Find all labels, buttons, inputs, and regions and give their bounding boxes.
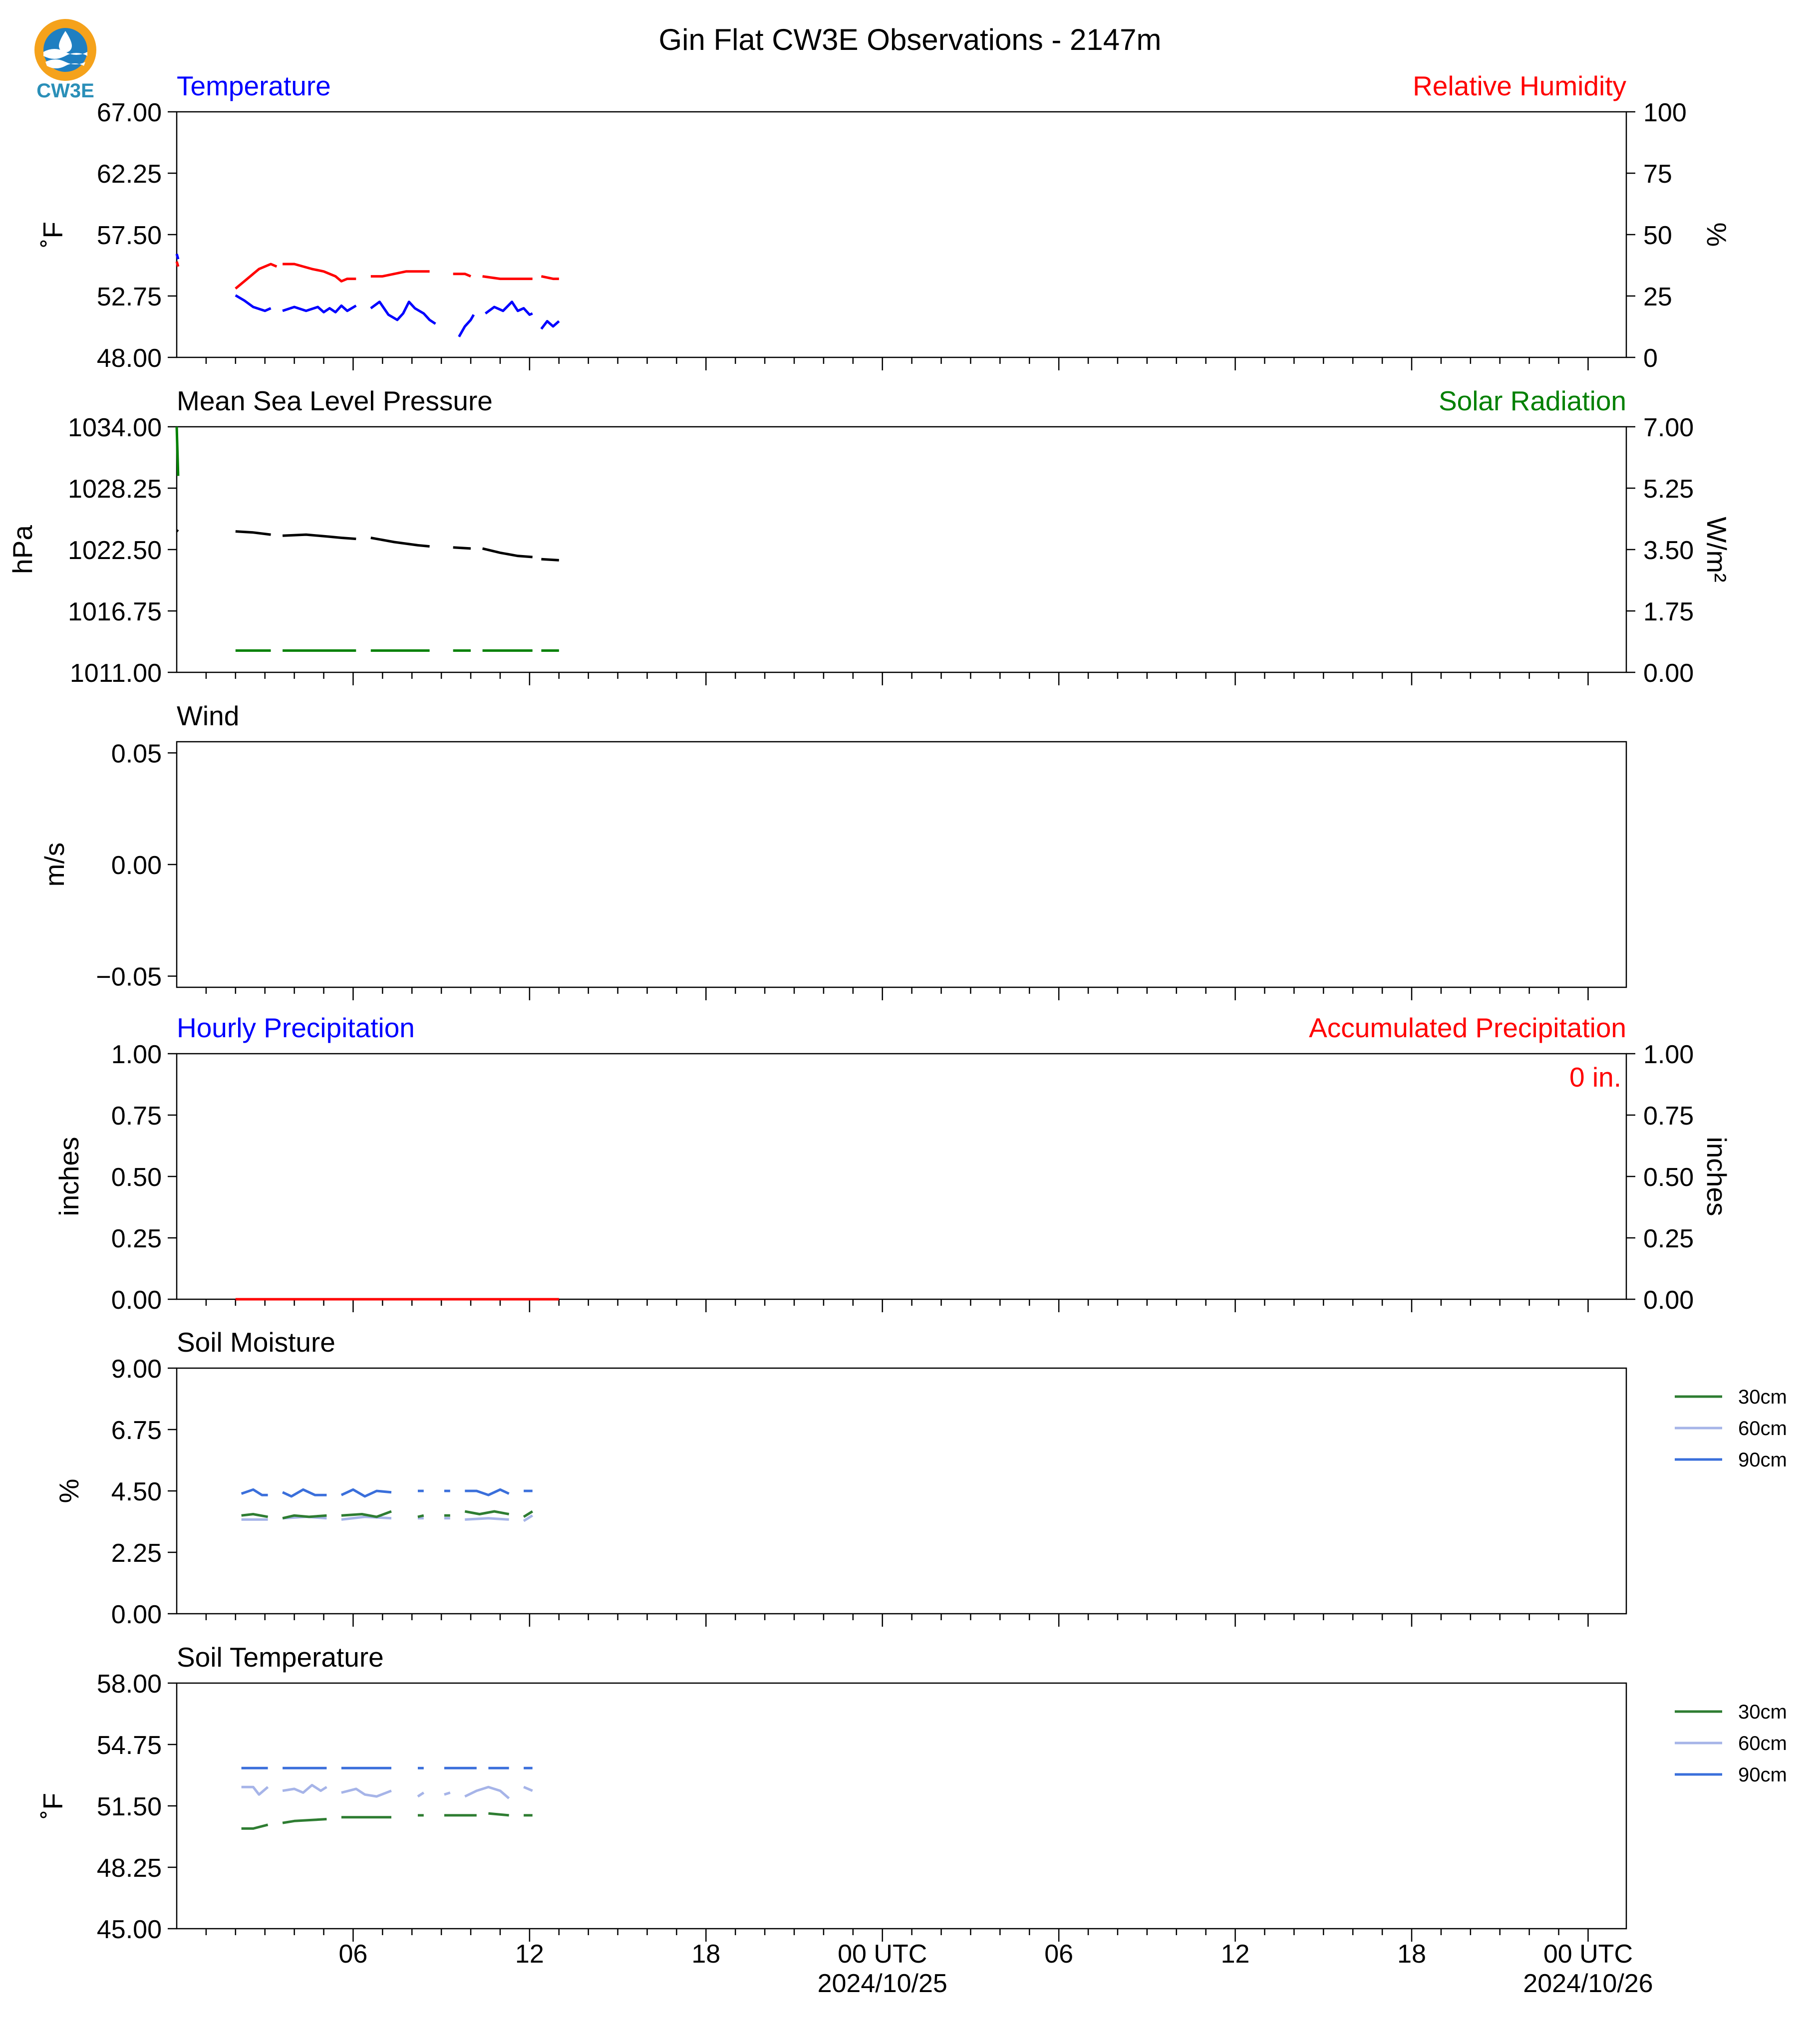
y-tick-label: 57.50 — [96, 221, 162, 250]
logo-text: CW3E — [36, 80, 94, 102]
panel-1 — [7, 385, 1732, 688]
y-tick-label-right: 0.75 — [1643, 1102, 1694, 1131]
y-tick-label: 4.50 — [111, 1477, 162, 1506]
y-tick-label: 1.00 — [111, 1040, 162, 1069]
panel-title-right: Accumulated Precipitation — [1309, 1012, 1626, 1043]
x-axis-labels — [339, 1940, 1653, 1998]
series-line-segment — [541, 559, 559, 560]
y-axis-label-left: ˚F — [37, 222, 68, 248]
series-line-segment — [236, 264, 277, 289]
series-line-segment — [341, 1511, 391, 1517]
series-line-segment — [371, 272, 430, 277]
panel-title-left: Wind — [177, 700, 240, 731]
x-tick-label: 18 — [691, 1940, 721, 1969]
y-tick-label: 9.00 — [111, 1355, 162, 1384]
series-line-segment — [459, 315, 474, 337]
panel-title-left: Hourly Precipitation — [177, 1012, 415, 1043]
x-tick-label: 00 UTC — [838, 1940, 927, 1969]
series-line-segment — [483, 549, 533, 557]
series-line-segment — [341, 1517, 391, 1520]
y-tick-label: 0.50 — [111, 1163, 162, 1192]
series-line-segment — [177, 427, 178, 476]
panel-title-left: Soil Temperature — [177, 1642, 384, 1673]
series-line-segment — [283, 264, 356, 282]
series-line-segment — [486, 302, 533, 315]
y-tick-label: 67.00 — [96, 98, 162, 127]
panel-title-left: Soil Moisture — [177, 1327, 335, 1358]
series-line-segment — [242, 1787, 268, 1794]
series-line-segment — [242, 1514, 268, 1517]
y-tick-label-right: 0.50 — [1643, 1163, 1694, 1192]
x-tick-date-label: 2024/10/25 — [817, 1969, 947, 1998]
y-axis-label-right: W/m² — [1701, 517, 1732, 582]
panel-title-left: Mean Sea Level Pressure — [177, 385, 493, 416]
y-axis-label-left: inches — [53, 1137, 84, 1216]
series-line-segment — [465, 1511, 509, 1514]
series-line-segment — [541, 277, 559, 279]
x-tick-label: 06 — [1044, 1940, 1074, 1969]
y-tick-label: 1016.75 — [68, 597, 162, 626]
chart-title: Gin Flat CW3E Observations - 2147m — [658, 23, 1162, 56]
series-humidity — [177, 262, 559, 289]
series-line-segment — [177, 254, 178, 259]
x-tick-label: 12 — [515, 1940, 544, 1969]
panel-title-right: Relative Humidity — [1413, 70, 1626, 101]
panel-2 — [39, 700, 1626, 1000]
panels — [7, 70, 1787, 1944]
series-line-segment — [283, 1489, 326, 1496]
x-tick-label: 06 — [338, 1940, 368, 1969]
plot-frame — [177, 742, 1626, 987]
series-line-segment — [177, 531, 178, 532]
panel-4 — [53, 1327, 1787, 1629]
series-30cm — [242, 1813, 533, 1828]
x-tick-label: 12 — [1220, 1940, 1250, 1969]
y-tick-label-right: 0 — [1643, 344, 1658, 373]
y-tick-label: 1034.00 — [68, 413, 162, 442]
series-line-segment — [465, 1787, 509, 1798]
y-tick-label: 45.00 — [96, 1915, 162, 1944]
series-line-segment — [236, 532, 271, 535]
series-line-segment — [524, 1787, 533, 1791]
y-tick-label-right: 25 — [1643, 283, 1672, 311]
y-tick-label: 1022.50 — [68, 536, 162, 565]
legend-label: 30cm — [1738, 1386, 1787, 1408]
series-temperature — [177, 254, 559, 337]
series-line-segment — [453, 274, 471, 277]
y-tick-label: 1011.00 — [69, 659, 162, 688]
y-tick-label-right: 5.25 — [1643, 475, 1694, 504]
series-line-segment — [418, 1515, 424, 1517]
y-tick-label-right: 1.00 — [1643, 1040, 1694, 1069]
y-tick-label-right: 0.00 — [1643, 1286, 1694, 1315]
legend-label: 30cm — [1738, 1701, 1787, 1723]
y-tick-label: 48.25 — [96, 1854, 162, 1883]
x-tick-date-label: 2024/10/26 — [1523, 1969, 1653, 1998]
y-tick-label: 58.00 — [96, 1670, 162, 1699]
series-line-segment — [453, 548, 471, 549]
y-tick-label: 6.75 — [111, 1416, 162, 1445]
plot-frame — [177, 1054, 1626, 1299]
y-tick-label: 54.75 — [96, 1731, 162, 1760]
y-tick-label-right: 0.00 — [1643, 659, 1694, 688]
legend-label: 90cm — [1738, 1449, 1787, 1471]
series-line-segment — [371, 302, 436, 324]
y-tick-label-right: 100 — [1643, 98, 1687, 127]
y-tick-label: 2.25 — [111, 1539, 162, 1568]
y-tick-label-right: 7.00 — [1643, 413, 1694, 442]
series-line-segment — [418, 1793, 424, 1797]
y-tick-label: 0.00 — [111, 851, 162, 880]
panel-title-left: Temperature — [177, 70, 331, 101]
panel-3 — [53, 1012, 1732, 1315]
series-90cm — [242, 1489, 533, 1496]
cw3e-logo — [34, 19, 96, 102]
series-line-segment — [465, 1518, 509, 1520]
series-line-segment — [483, 277, 533, 279]
y-axis-label-left: ˚F — [37, 1793, 68, 1819]
y-tick-label-right: 75 — [1643, 160, 1672, 189]
series-line-segment — [541, 321, 559, 329]
panel-0 — [37, 70, 1732, 373]
series-line-segment — [283, 535, 356, 539]
plot-frame — [177, 1368, 1626, 1614]
series-line-segment — [444, 1793, 450, 1795]
y-tick-label-right: 1.75 — [1643, 597, 1694, 626]
series-line-segment — [242, 1825, 268, 1829]
series-line-segment — [283, 1785, 326, 1792]
y-tick-label-right: 3.50 — [1643, 536, 1694, 565]
y-tick-label: 0.00 — [111, 1286, 162, 1315]
y-tick-label: 0.75 — [111, 1102, 162, 1131]
x-tick-label: 18 — [1397, 1940, 1426, 1969]
plot-frame — [177, 427, 1626, 672]
accumulated-precip-annotation: 0 in. — [1569, 1062, 1621, 1093]
y-tick-label: −0.05 — [96, 962, 162, 992]
series-line-segment — [236, 295, 271, 311]
plot-frame — [177, 112, 1626, 357]
series-60cm — [242, 1785, 533, 1798]
y-axis-label-left: % — [53, 1478, 84, 1503]
y-tick-label: 0.00 — [111, 1600, 162, 1629]
series-line-segment — [341, 1489, 391, 1496]
y-axis-label-right: % — [1701, 222, 1732, 247]
y-tick-label: 62.25 — [96, 160, 162, 189]
legend — [1675, 1701, 1787, 1786]
panel-5 — [37, 1642, 1787, 1944]
y-tick-label: 52.75 — [96, 283, 162, 311]
y-axis-label-right: inches — [1701, 1137, 1732, 1216]
legend-label: 60cm — [1738, 1418, 1787, 1440]
y-tick-label: 0.25 — [111, 1224, 162, 1253]
y-tick-label: 48.00 — [96, 344, 162, 373]
series-line-segment — [488, 1813, 509, 1815]
series-line-segment — [371, 538, 430, 547]
y-tick-label: 51.50 — [96, 1792, 162, 1821]
y-tick-label: 0.05 — [111, 739, 162, 769]
series-line-segment — [177, 262, 178, 267]
series-line-segment — [341, 1789, 391, 1796]
legend-label: 60cm — [1738, 1733, 1787, 1754]
x-tick-label: 00 UTC — [1543, 1940, 1633, 1969]
plot-frame — [177, 1683, 1626, 1929]
series-line-segment — [242, 1489, 268, 1495]
panel-title-right: Solar Radiation — [1438, 385, 1626, 416]
series-line-segment — [283, 305, 356, 312]
y-tick-label-right: 0.25 — [1643, 1224, 1694, 1253]
y-axis-label-left: hPa — [7, 525, 38, 574]
legend-label: 90cm — [1738, 1764, 1787, 1786]
y-tick-label-right: 50 — [1643, 221, 1672, 250]
series-solar — [177, 427, 559, 650]
series-line-segment — [465, 1489, 509, 1495]
legend — [1675, 1386, 1787, 1471]
series-pressure — [177, 531, 559, 561]
y-axis-label-left: m/s — [39, 842, 70, 887]
y-tick-label: 1028.25 — [68, 475, 162, 504]
series-line-segment — [283, 1819, 326, 1823]
